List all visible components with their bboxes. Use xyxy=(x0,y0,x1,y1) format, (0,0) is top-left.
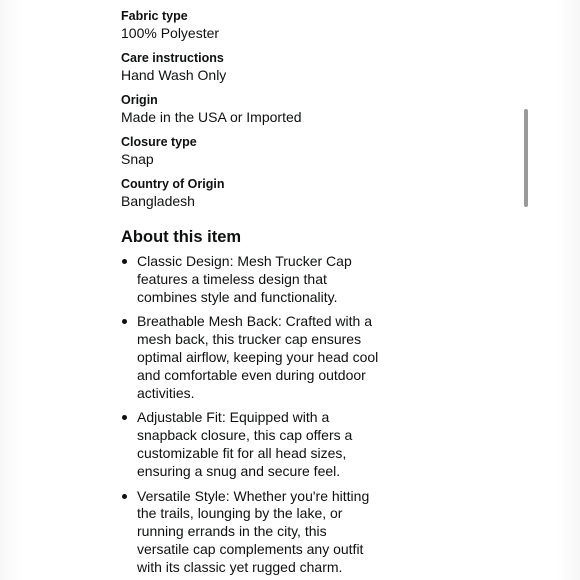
bullet-dot-icon xyxy=(122,319,127,324)
spec-fabric-type xyxy=(121,8,391,42)
bullet-line: mesh back, this trucker cap ensures xyxy=(137,331,362,348)
about-bullet-versatile-style xyxy=(121,488,381,577)
bullet-line: snapback closure, this cap offers a xyxy=(137,427,353,444)
about-bullet-classic-design xyxy=(121,253,381,306)
bullet-line: the trails, lounging by the lake, or xyxy=(137,505,343,522)
bullet-line: versatile cap complements any outfit xyxy=(137,540,364,557)
spec-label: Origin xyxy=(121,93,158,107)
spec-label: Country of Origin xyxy=(121,177,225,191)
bullet-line: features a timeless design that xyxy=(137,270,327,287)
spec-value: Made in the USA or Imported xyxy=(121,109,302,125)
about-bullet-breathable-mesh xyxy=(121,313,381,402)
spec-care-instructions xyxy=(121,50,391,84)
bullet-dot-icon xyxy=(122,494,127,499)
bullet-line: Versatile Style: Whether you're hitting xyxy=(137,487,370,504)
spec-label: Care instructions xyxy=(121,51,224,65)
spec-closure-type xyxy=(121,134,391,168)
product-details-content xyxy=(121,8,391,580)
spec-label: Closure type xyxy=(121,135,197,149)
bullet-line: and comfortable even during outdoor xyxy=(137,366,366,383)
about-bullet-adjustable-fit xyxy=(121,409,381,480)
spec-value: Hand Wash Only xyxy=(121,67,227,83)
spec-label: Fabric type xyxy=(121,9,188,23)
spec-value: Snap xyxy=(121,151,154,167)
spec-value: Bangladesh xyxy=(121,193,195,209)
bullet-dot-icon xyxy=(122,415,127,420)
about-this-item-heading: About this item xyxy=(121,228,242,246)
vertical-scrollbar-thumb[interactable] xyxy=(524,109,528,207)
bullet-line: optimal airflow, keeping your head cool xyxy=(137,348,379,365)
bullet-line: ensuring a snug and secure feel. xyxy=(137,462,341,479)
bullet-line: running errands in the city, this xyxy=(137,523,327,540)
bullet-line: combines style and functionality. xyxy=(137,288,338,305)
bullet-dot-icon xyxy=(122,259,127,264)
about-bullet-list xyxy=(121,253,391,577)
bullet-line: with its classic yet rugged charm. xyxy=(137,558,343,575)
bullet-line: activities. xyxy=(137,384,195,401)
bullet-line: Classic Design: Mesh Trucker Cap xyxy=(137,253,352,269)
spec-country-of-origin xyxy=(121,176,391,210)
bullet-line: Breathable Mesh Back: Crafted with a xyxy=(137,313,373,330)
spec-origin xyxy=(121,92,391,126)
bullet-line: customizable fit for all head sizes, xyxy=(137,444,347,461)
bullet-line: Adjustable Fit: Equipped with a xyxy=(137,409,330,426)
spec-value: 100% Polyester xyxy=(121,25,220,41)
